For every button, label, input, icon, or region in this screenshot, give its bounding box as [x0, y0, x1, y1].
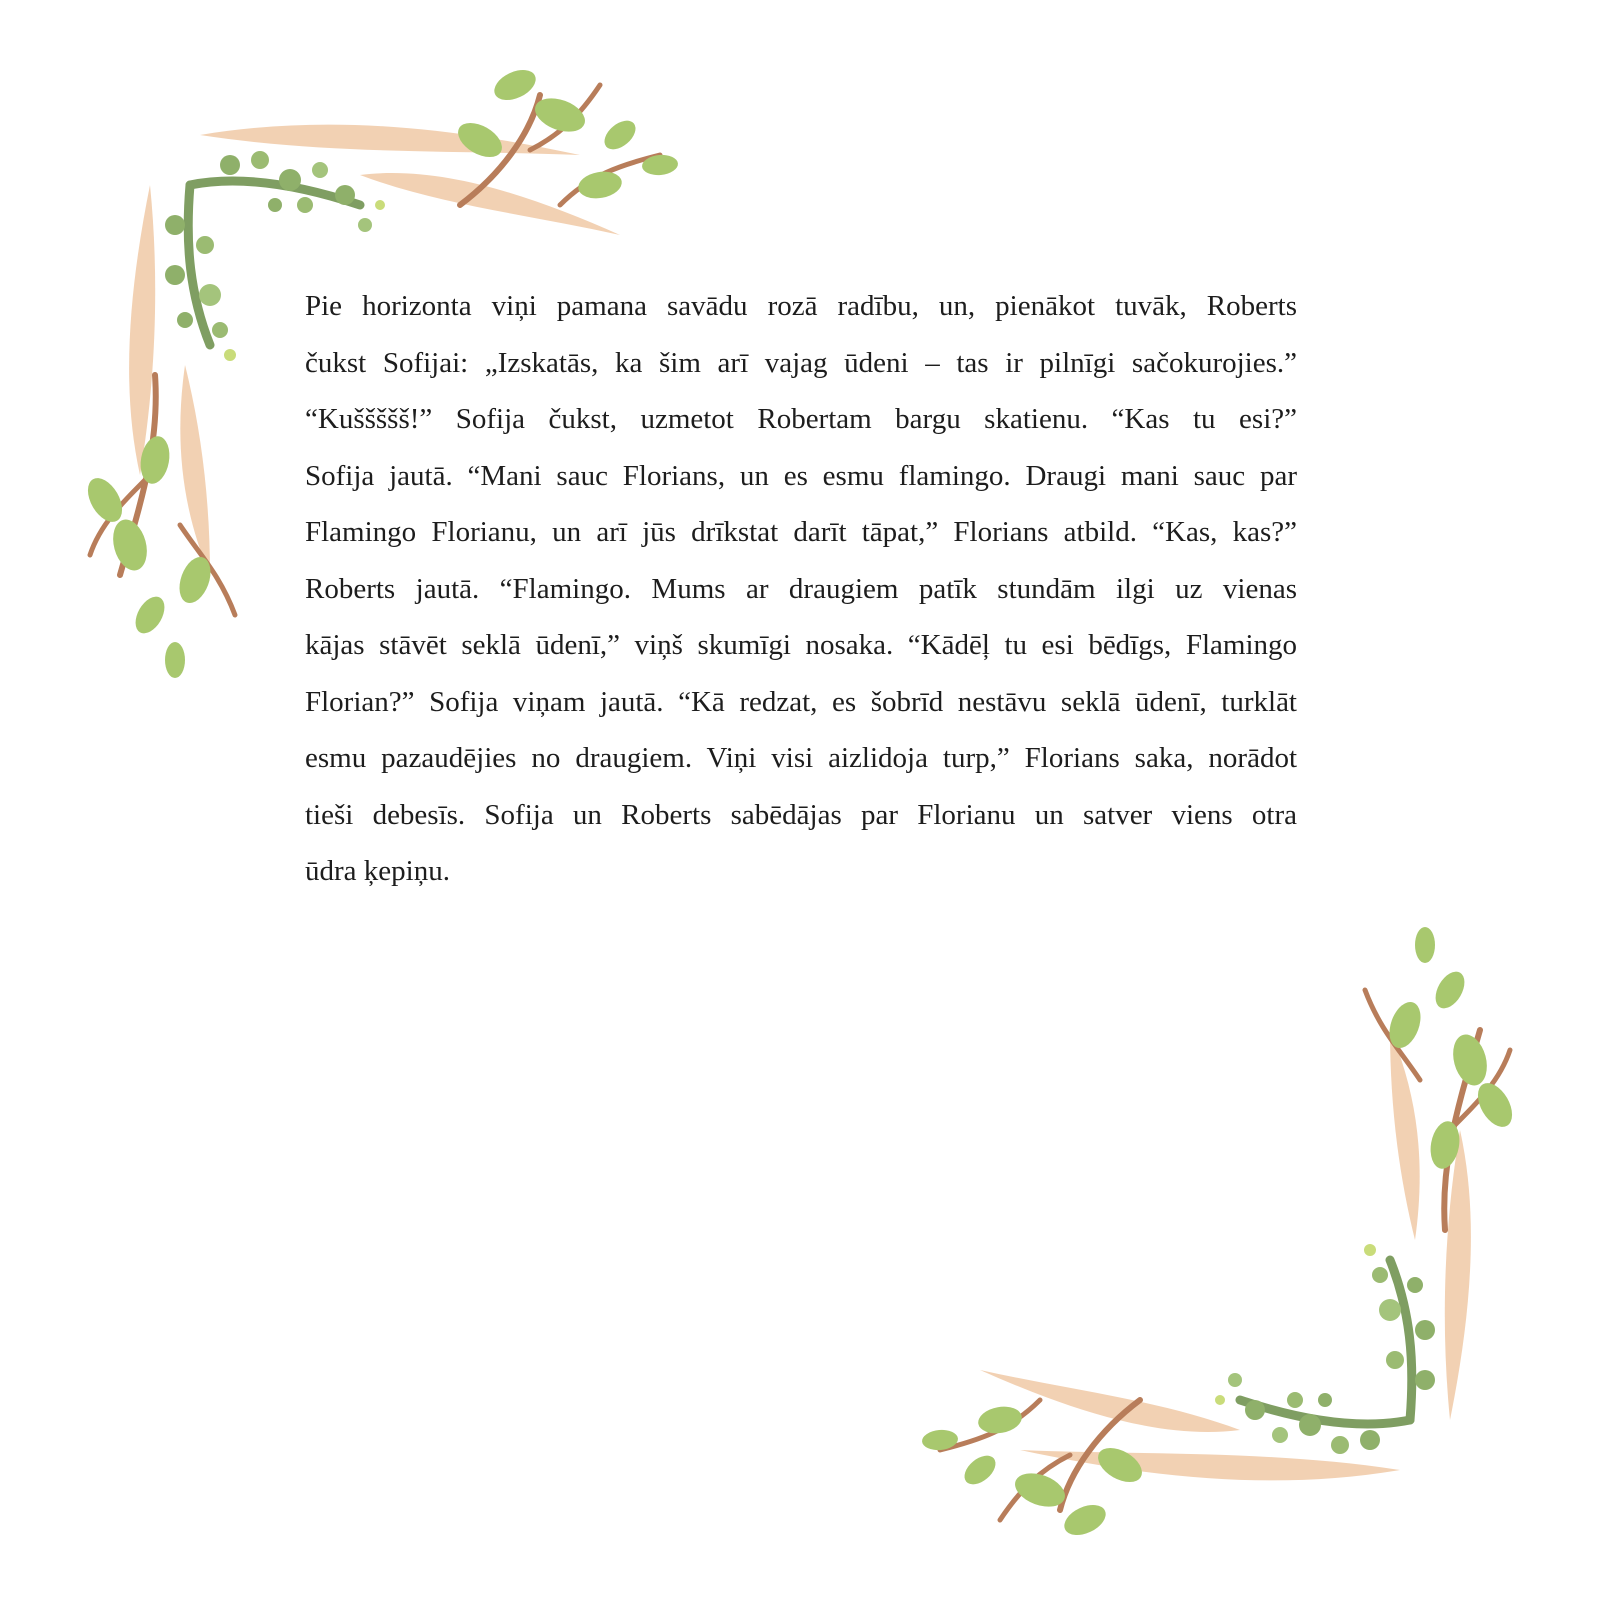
- story-line: tieši debesīs. Sofija un Roberts sabēdājas par Florianu un satver viens otra: [305, 798, 1297, 831]
- story-line: esmu pazaudējies no draugiem. Viņi visi aizlidoja turp,” Florians saka, norādot: [305, 742, 1297, 774]
- story-line: Florian?” Sofija viņam jautā. “Kā redzat, es šobrīd nestāvu seklā ūdenī, turklāt: [305, 685, 1297, 718]
- story-line: čukst Sofijai: „Izskatās, ka šim arī vajag ūdeni – tas ir pilnīgi sačokurojies.”: [305, 346, 1297, 379]
- story-line: Roberts jautā. “Flamingo. Mums ar draugiem patīk stundām ilgi uz vienas: [305, 572, 1297, 605]
- story-line: Sofija jautā. “Mani sauc Florians, un es esmu flamingo. Draugi mani sauc par: [305, 459, 1297, 492]
- story-line: Flamingo Florianu, un arī jūs drīkstat darīt tāpat,” Florians atbild. “Kas, kas?”: [305, 516, 1297, 548]
- story-line: kājas stāvēt seklā ūdenī,” viņš skumīgi nosaka. “Kādēļ tu esi bēdīgs, Flamingo: [305, 629, 1297, 661]
- story-line: “Kuššššš!” Sofija čukst, uzmetot Robertam bargu skatienu. “Kas tu esi?”: [305, 403, 1297, 435]
- story-line: Pie horizonta viņi pamana savādu rozā radību, un, pienākot tuvāk, Roberts: [305, 290, 1297, 322]
- bottom-right-branch-ornament: [880, 900, 1540, 1550]
- story-text: [305, 278, 1297, 900]
- story-line: ūdra ķepiņu.: [305, 855, 450, 887]
